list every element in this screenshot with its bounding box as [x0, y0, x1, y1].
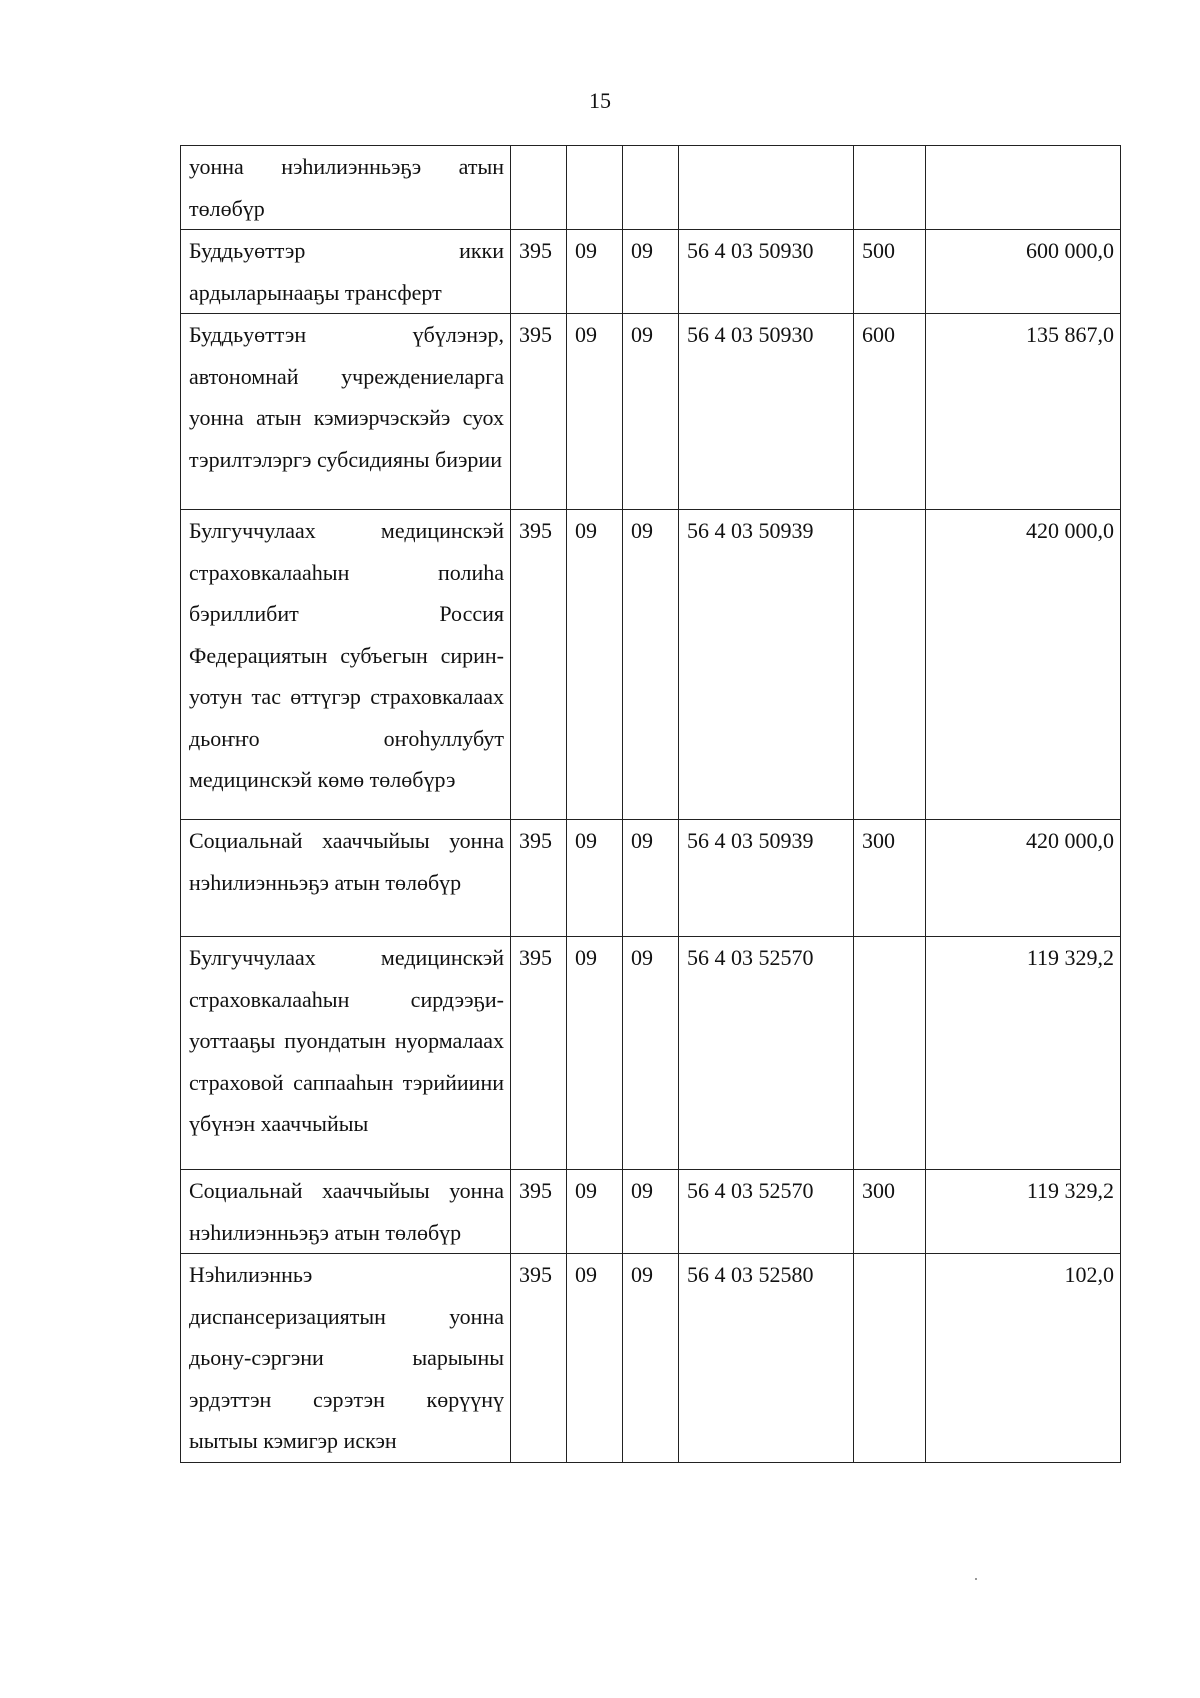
cell-grbs: 395 — [511, 1254, 567, 1463]
cell-grbs: 395 — [511, 937, 567, 1170]
cell-section: 09 — [567, 314, 623, 510]
cell-section: 09 — [567, 510, 623, 820]
cell-grbs: 395 — [511, 230, 567, 314]
cell-section: 09 — [567, 820, 623, 937]
row-name: Булгуччулаах медицинскэй страховкалааһын сирдээҕи-уоттааҕы пуондатын нуормалаах страховой саппааһын тэрийиини үбүнэн хааччыйыы — [181, 937, 511, 1170]
cell-grbs: 395 — [511, 1170, 567, 1254]
cell-target-article: 56 4 03 52580 — [679, 1254, 854, 1463]
cell-subsection — [623, 146, 679, 230]
cell-target-article: 56 4 03 50930 — [679, 314, 854, 510]
cell-grbs: 395 — [511, 820, 567, 937]
cell-amount: 135 867,0 — [926, 314, 1121, 510]
cell-section: 09 — [567, 1254, 623, 1463]
row-name: Булгуччулаах медицинскэй страховкалааһын полиһа бэриллибит Россия Федерациятын субъегын сирин-уотун тас өттүгэр страховкалаах дьоҥҥо оҥоһуллубут медицинскэй көмө төлөбүрэ — [181, 510, 511, 820]
cell-subsection: 09 — [623, 1170, 679, 1254]
cell-target-article: 56 4 03 52570 — [679, 937, 854, 1170]
cell-amount: 119 329,2 — [926, 937, 1121, 1170]
cell-target-article — [679, 146, 854, 230]
scan-artifact — [975, 1578, 977, 1580]
cell-section: 09 — [567, 230, 623, 314]
table-row — [181, 1170, 1121, 1254]
table-row — [181, 937, 1121, 1170]
cell-section: 09 — [567, 937, 623, 1170]
cell-expense-type — [854, 146, 926, 230]
budget-table — [180, 145, 1121, 1463]
cell-subsection: 09 — [623, 230, 679, 314]
cell-grbs — [511, 146, 567, 230]
cell-expense-type — [854, 510, 926, 820]
cell-expense-type: 500 — [854, 230, 926, 314]
cell-expense-type: 600 — [854, 314, 926, 510]
row-name: Социальнай хааччыйыы уонна нэһилиэнньэҕэ атын төлөбүр — [181, 1170, 511, 1254]
row-name: Буддьуөттэн үбүлэнэр, автономнай учреждениеларга уонна атын кэмиэрчэскэйэ суох тэрилтэлэргэ субсидияны биэрии — [181, 314, 511, 510]
cell-amount: 119 329,2 — [926, 1170, 1121, 1254]
row-name: Нэһилиэнньэ диспансеризациятын уонна дьону-сэргэни ыарыыны эрдэттэн сэрэтэн көрүүнү ыытыы кэмигэр искэн — [181, 1254, 511, 1463]
cell-expense-type: 300 — [854, 820, 926, 937]
table-row — [181, 146, 1121, 230]
table-row — [181, 820, 1121, 937]
cell-expense-type — [854, 1254, 926, 1463]
cell-target-article: 56 4 03 50939 — [679, 820, 854, 937]
table-row — [181, 314, 1121, 510]
cell-expense-type: 300 — [854, 1170, 926, 1254]
cell-subsection: 09 — [623, 314, 679, 510]
cell-subsection: 09 — [623, 510, 679, 820]
cell-amount: 600 000,0 — [926, 230, 1121, 314]
cell-amount: 102,0 — [926, 1254, 1121, 1463]
cell-subsection: 09 — [623, 820, 679, 937]
cell-target-article: 56 4 03 50930 — [679, 230, 854, 314]
cell-grbs: 395 — [511, 314, 567, 510]
cell-amount — [926, 146, 1121, 230]
row-name: Социальнай хааччыйыы уонна нэһилиэнньэҕэ атын төлөбүр — [181, 820, 511, 937]
cell-target-article: 56 4 03 50939 — [679, 510, 854, 820]
cell-subsection: 09 — [623, 1254, 679, 1463]
cell-subsection: 09 — [623, 937, 679, 1170]
table-row — [181, 1254, 1121, 1463]
page-number: 15 — [589, 88, 611, 113]
table-row — [181, 230, 1121, 314]
cell-section — [567, 146, 623, 230]
cell-grbs: 395 — [511, 510, 567, 820]
cell-target-article: 56 4 03 52570 — [679, 1170, 854, 1254]
cell-section: 09 — [567, 1170, 623, 1254]
table-row — [181, 510, 1121, 820]
table-body — [181, 146, 1121, 1463]
row-name: уонна нэһилиэнньэҕэ атын төлөбүр — [181, 146, 511, 230]
cell-expense-type — [854, 937, 926, 1170]
row-name: Буддьуөттэр икки ардыларынааҕы трансферт — [181, 230, 511, 314]
cell-amount: 420 000,0 — [926, 510, 1121, 820]
cell-amount: 420 000,0 — [926, 820, 1121, 937]
